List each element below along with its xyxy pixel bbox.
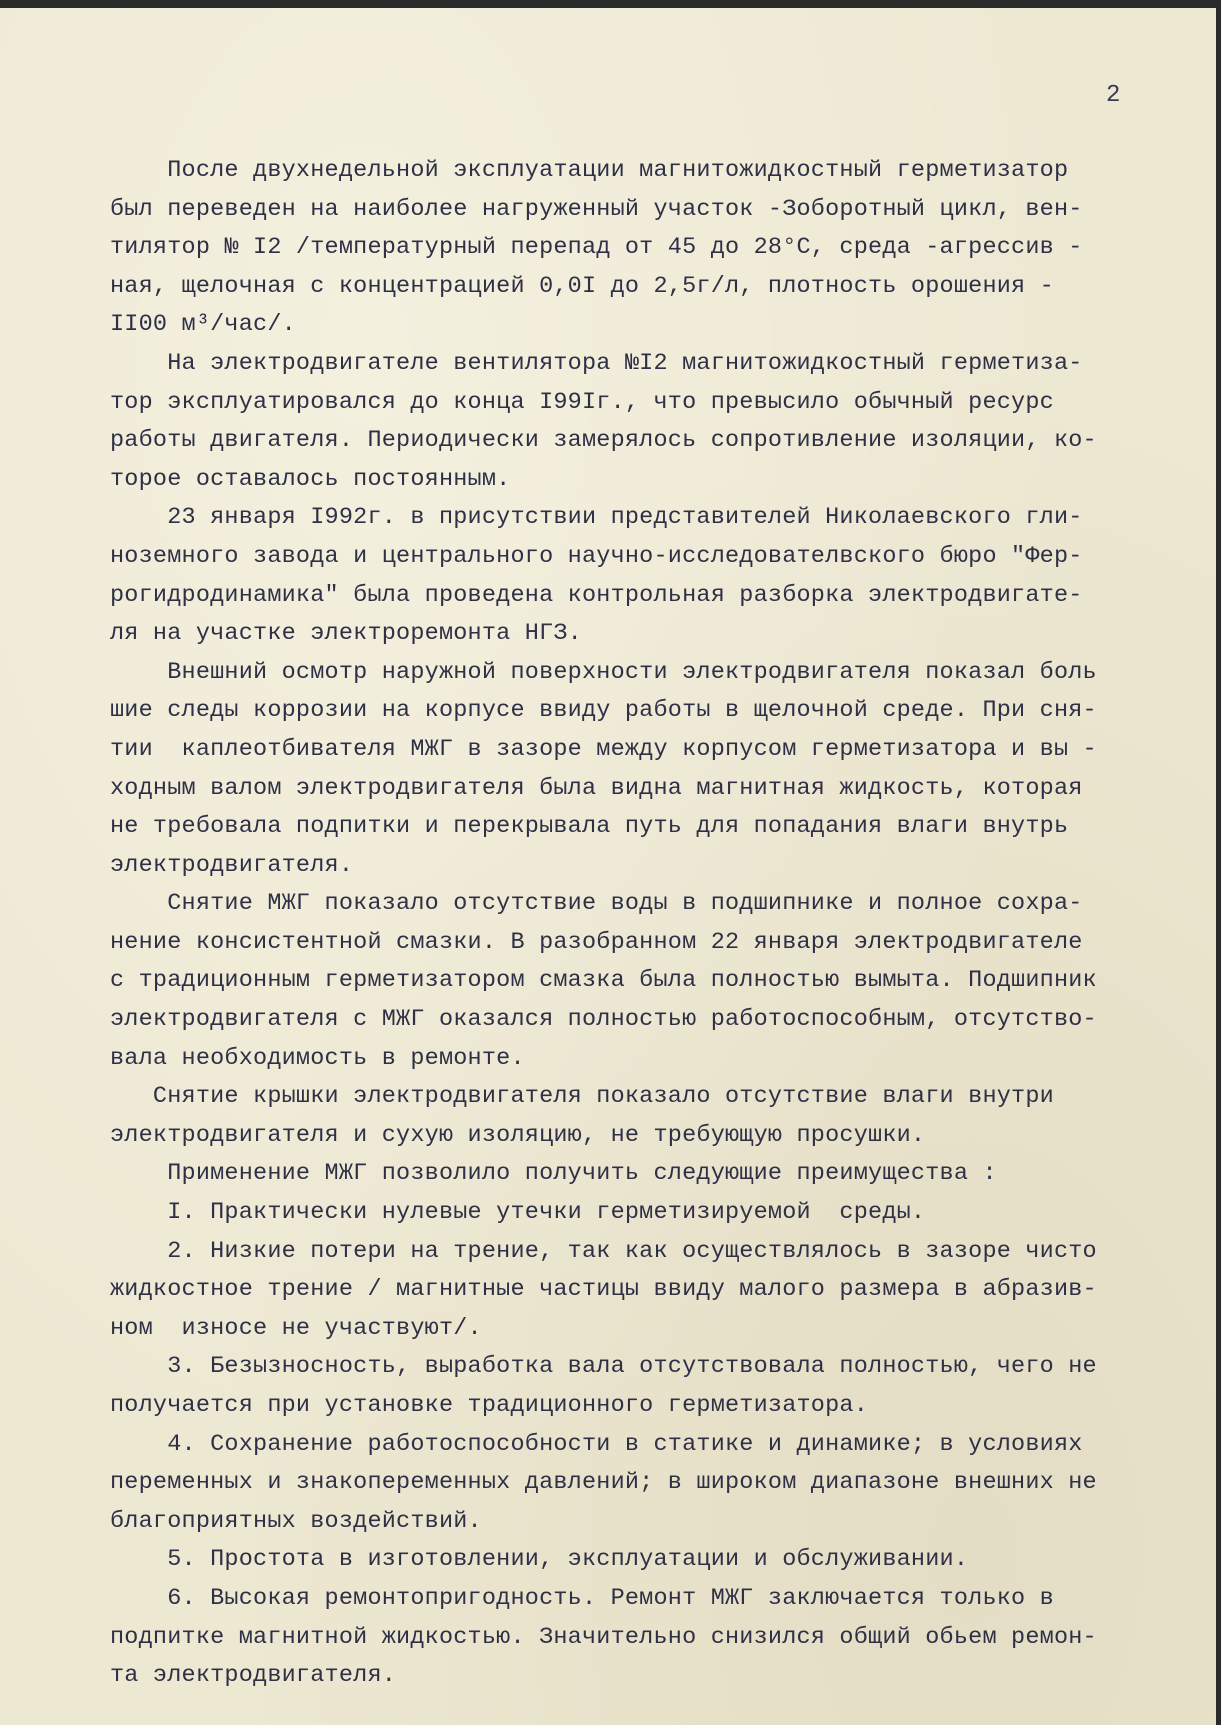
text-line: с традиционным герметизатором смазка была полностью вымыта. Подшипник <box>110 967 1097 995</box>
text-line: тии каплеотбивателя МЖГ в зазоре между корпусом герметизатора и вы - <box>110 735 1097 763</box>
text-line: Внешний осмотр наружной поверхности электродвигателя показал боль <box>110 658 1097 686</box>
text-line: II00 м³/час/. <box>110 311 296 339</box>
text-line: 5. Простота в изготовлении, эксплуатации и обслуживании. <box>110 1546 969 1574</box>
text-line: работы двигателя. Периодически замерялось сопротивление изоляции, ко- <box>110 427 1097 455</box>
text-line: Применение МЖГ позволило получить следующие преимущества : <box>110 1160 997 1188</box>
text-line: электродвигателя. <box>110 851 354 879</box>
document-body <box>110 152 1172 1696</box>
text-line: ная, щелочная с концентрацией 0,0I до 2,5г/л, плотность орошения - <box>110 272 1054 300</box>
text-line: ходным валом электродвигателя была видна магнитная жидкость, которая <box>110 774 1083 802</box>
text-line: I. Практически нулевые утечки герметизируемой среды. <box>110 1199 926 1227</box>
text-line: После двухнедельной эксплуатации магнитожидкостный герметизатор <box>110 157 1069 184</box>
text-line: ном износе не участвуют/. <box>110 1314 482 1342</box>
text-line: 6. Высокая ремонтопригодность. Ремонт МЖГ заключается только в <box>110 1584 1054 1612</box>
text-line: был переведен на наиболее нагруженный участок -Зоборотный цикл, вен- <box>110 195 1083 223</box>
text-line: подпитке магнитной жидкостью. Значительно снизился общий обьем ремон- <box>110 1623 1097 1651</box>
text-line: нение консистентной смазки. В разобранном 22 января электродвигателе <box>110 928 1083 956</box>
text-line: тор эксплуатировался до конца I99Iг., что превысило обычный ресурс <box>110 388 1054 416</box>
text-line: та электродвигателя. <box>110 1662 397 1690</box>
text-line: электродвигателя и сухую изоляцию, не требующую просушки. <box>110 1121 926 1149</box>
text-line: Снятие МЖГ показало отсутствие воды в подшипнике и полное сохра- <box>110 890 1083 918</box>
text-line: 3. Безызносность, выработка вала отсутствовала полностью, чего не <box>110 1353 1097 1381</box>
text-line: ноземного завода и центрального научно-исследователвского бюро "Фер- <box>110 542 1083 570</box>
text-line: На электродвигателе вентилятора №I2 магнитожидкостный герметиза- <box>110 349 1083 377</box>
text-line: 2. Низкие потери на трение, так как осуществлялось в зазоре чисто <box>110 1237 1097 1265</box>
page-number: 2 <box>1106 82 1121 109</box>
text-line: торое оставалось постоянным. <box>110 465 511 493</box>
text-line: Снятие крышки электродвигателя показало отсутствие влаги внутри <box>110 1083 1054 1111</box>
text-line: благоприятных воздействий. <box>110 1507 482 1535</box>
text-line: шие следы коррозии на корпусе ввиду работы в щелочной среде. При сня- <box>110 697 1097 725</box>
text-line: переменных и знакопеременных давлений; в широком диапазоне внешних не <box>110 1469 1097 1497</box>
text-line: ля на участке электроремонта НГЗ. <box>110 620 582 648</box>
text-line: рогидродинамика" была проведена контрольная разборка электродвигате- <box>110 581 1083 609</box>
document-page <box>0 8 1216 1725</box>
text-line: не требовала подпитки и перекрывала путь для попадания влаги внутрь <box>110 813 1069 841</box>
text-line: электродвигателя с МЖГ оказался полностью работоспособным, отсутство- <box>110 1006 1097 1034</box>
text-line: 4. Сохранение работоспособности в статике и динамике; в условиях <box>110 1430 1083 1458</box>
text-line: получается при установке традиционного герметизатора. <box>110 1392 869 1419</box>
text-line: 23 января I992г. в присутствии представителей Николаевского гли- <box>110 504 1083 532</box>
text-line: тилятор № I2 /температурный перепад от 45 до 28°С, среда -агрессив - <box>110 234 1083 262</box>
text-line: вала необходимость в ремонте. <box>110 1044 525 1072</box>
text-line: жидкостное трение / магнитные частицы ввиду малого размера в абразив- <box>110 1276 1097 1304</box>
